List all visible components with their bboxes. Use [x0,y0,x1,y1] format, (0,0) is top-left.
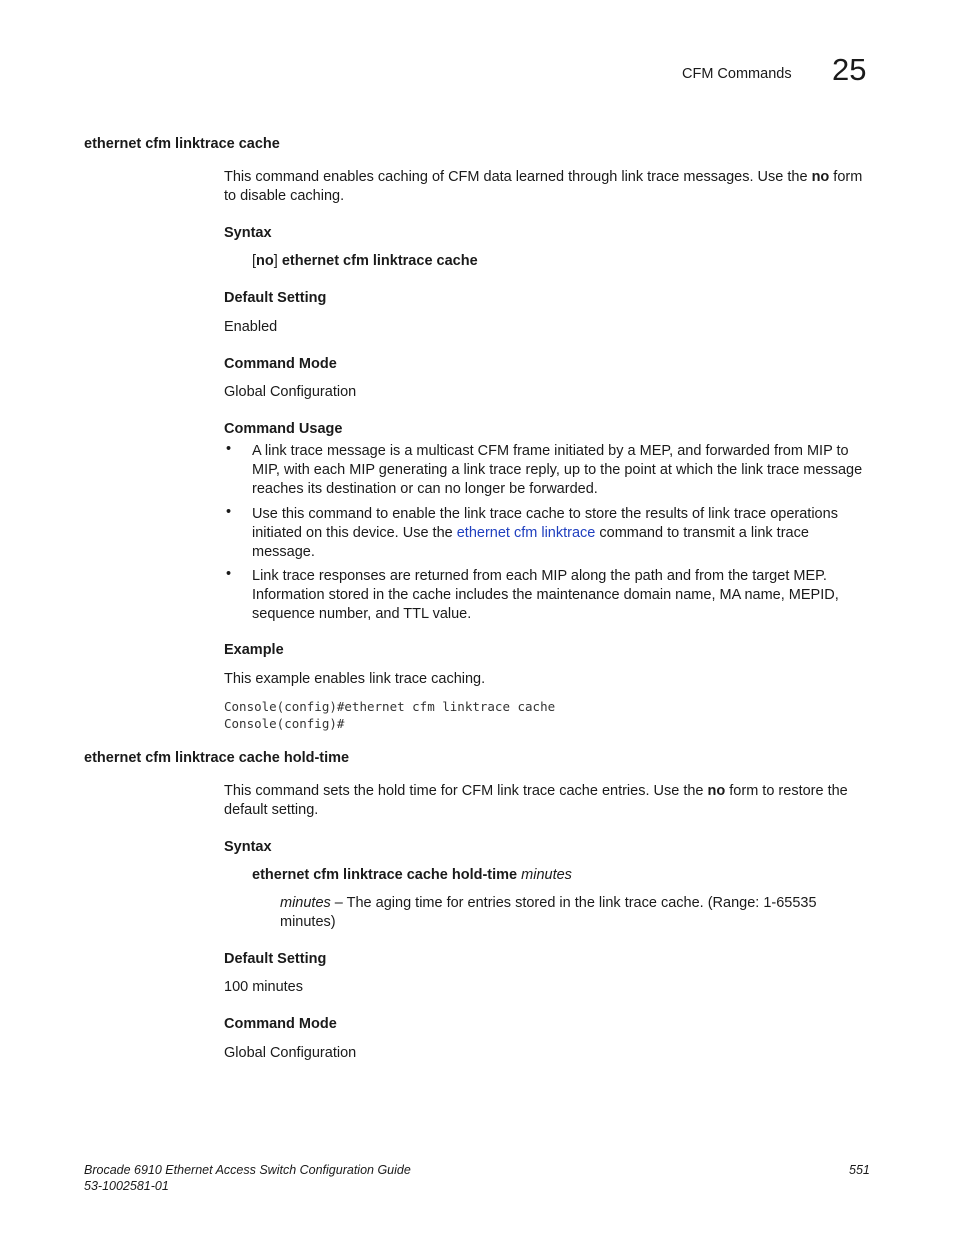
ethernet-cfm-linktrace-link[interactable]: ethernet cfm linktrace [456,525,596,541]
syntax-heading: Syntax [224,225,272,241]
command-title-linktrace-cache-hold-time: ethernet cfm linktrace cache hold-time [84,750,350,766]
syntax-line: ethernet cfm linktrace cache hold-time minutes [252,867,572,883]
usage-item: Use this command to enable the link trace cache to store the results of link trace operations initiated on this device. Use the ethernet cfm linktrace command to transmit a link trace message. [252,506,838,560]
running-header-section: CFM Commands [682,66,792,82]
parameter-description: minutes – The aging time for entries stored in the link trace cache. (Range: 1-65535 minutes) [280,895,817,930]
default-setting-value: Enabled [224,319,278,335]
keyword-no: no [707,783,726,799]
command-title-linktrace-cache: ethernet cfm linktrace cache [84,136,280,152]
bullet-icon: • [226,504,232,520]
command-mode-value: Global Configuration [224,384,357,400]
chapter-number: 25 [832,52,867,87]
command-mode-heading: Command Mode [224,356,337,372]
usage-item: Link trace responses are returned from each MIP along the path and from the target MEP. Information stored in the cache includes the maintenance domain name, MA name, MEPID, sequence number, and TTL value. [252,568,839,622]
command-usage-heading: Command Usage [224,421,343,437]
footer-doc-number: 53-1002581-01 [84,1179,169,1193]
bullet-icon: • [226,566,232,582]
default-setting-value: 100 minutes [224,979,303,995]
syntax-heading: Syntax [224,839,272,855]
command-mode-heading: Command Mode [224,1016,337,1032]
command-description: This command sets the hold time for CFM link trace cache entries. Use the no form to restore the default setting. [224,783,848,818]
keyword-no: no [811,169,830,185]
default-setting-heading: Default Setting [224,951,327,967]
code-example-line: Console(config)#ethernet cfm linktrace cache [224,699,556,714]
command-mode-value: Global Configuration [224,1045,357,1061]
command-description: This command enables caching of CFM data learned through link trace messages. Use the no form to disable caching. [224,169,863,204]
page-number: 551 [849,1163,870,1177]
example-heading: Example [224,642,284,658]
usage-item: A link trace message is a multicast CFM frame initiated by a MEP, and forwarded from MIP to MIP, with each MIP generating a link trace reply, up to the point at which the link trace message reaches its destination or can no longer be forwarded. [252,443,863,497]
bullet-icon: • [226,441,232,457]
example-description: This example enables link trace caching. [224,671,486,687]
footer-title: Brocade 6910 Ethernet Access Switch Configuration Guide [84,1163,411,1177]
code-example-line: Console(config)# [224,716,345,731]
syntax-line: [no] ethernet cfm linktrace cache [252,253,478,269]
default-setting-heading: Default Setting [224,290,327,306]
